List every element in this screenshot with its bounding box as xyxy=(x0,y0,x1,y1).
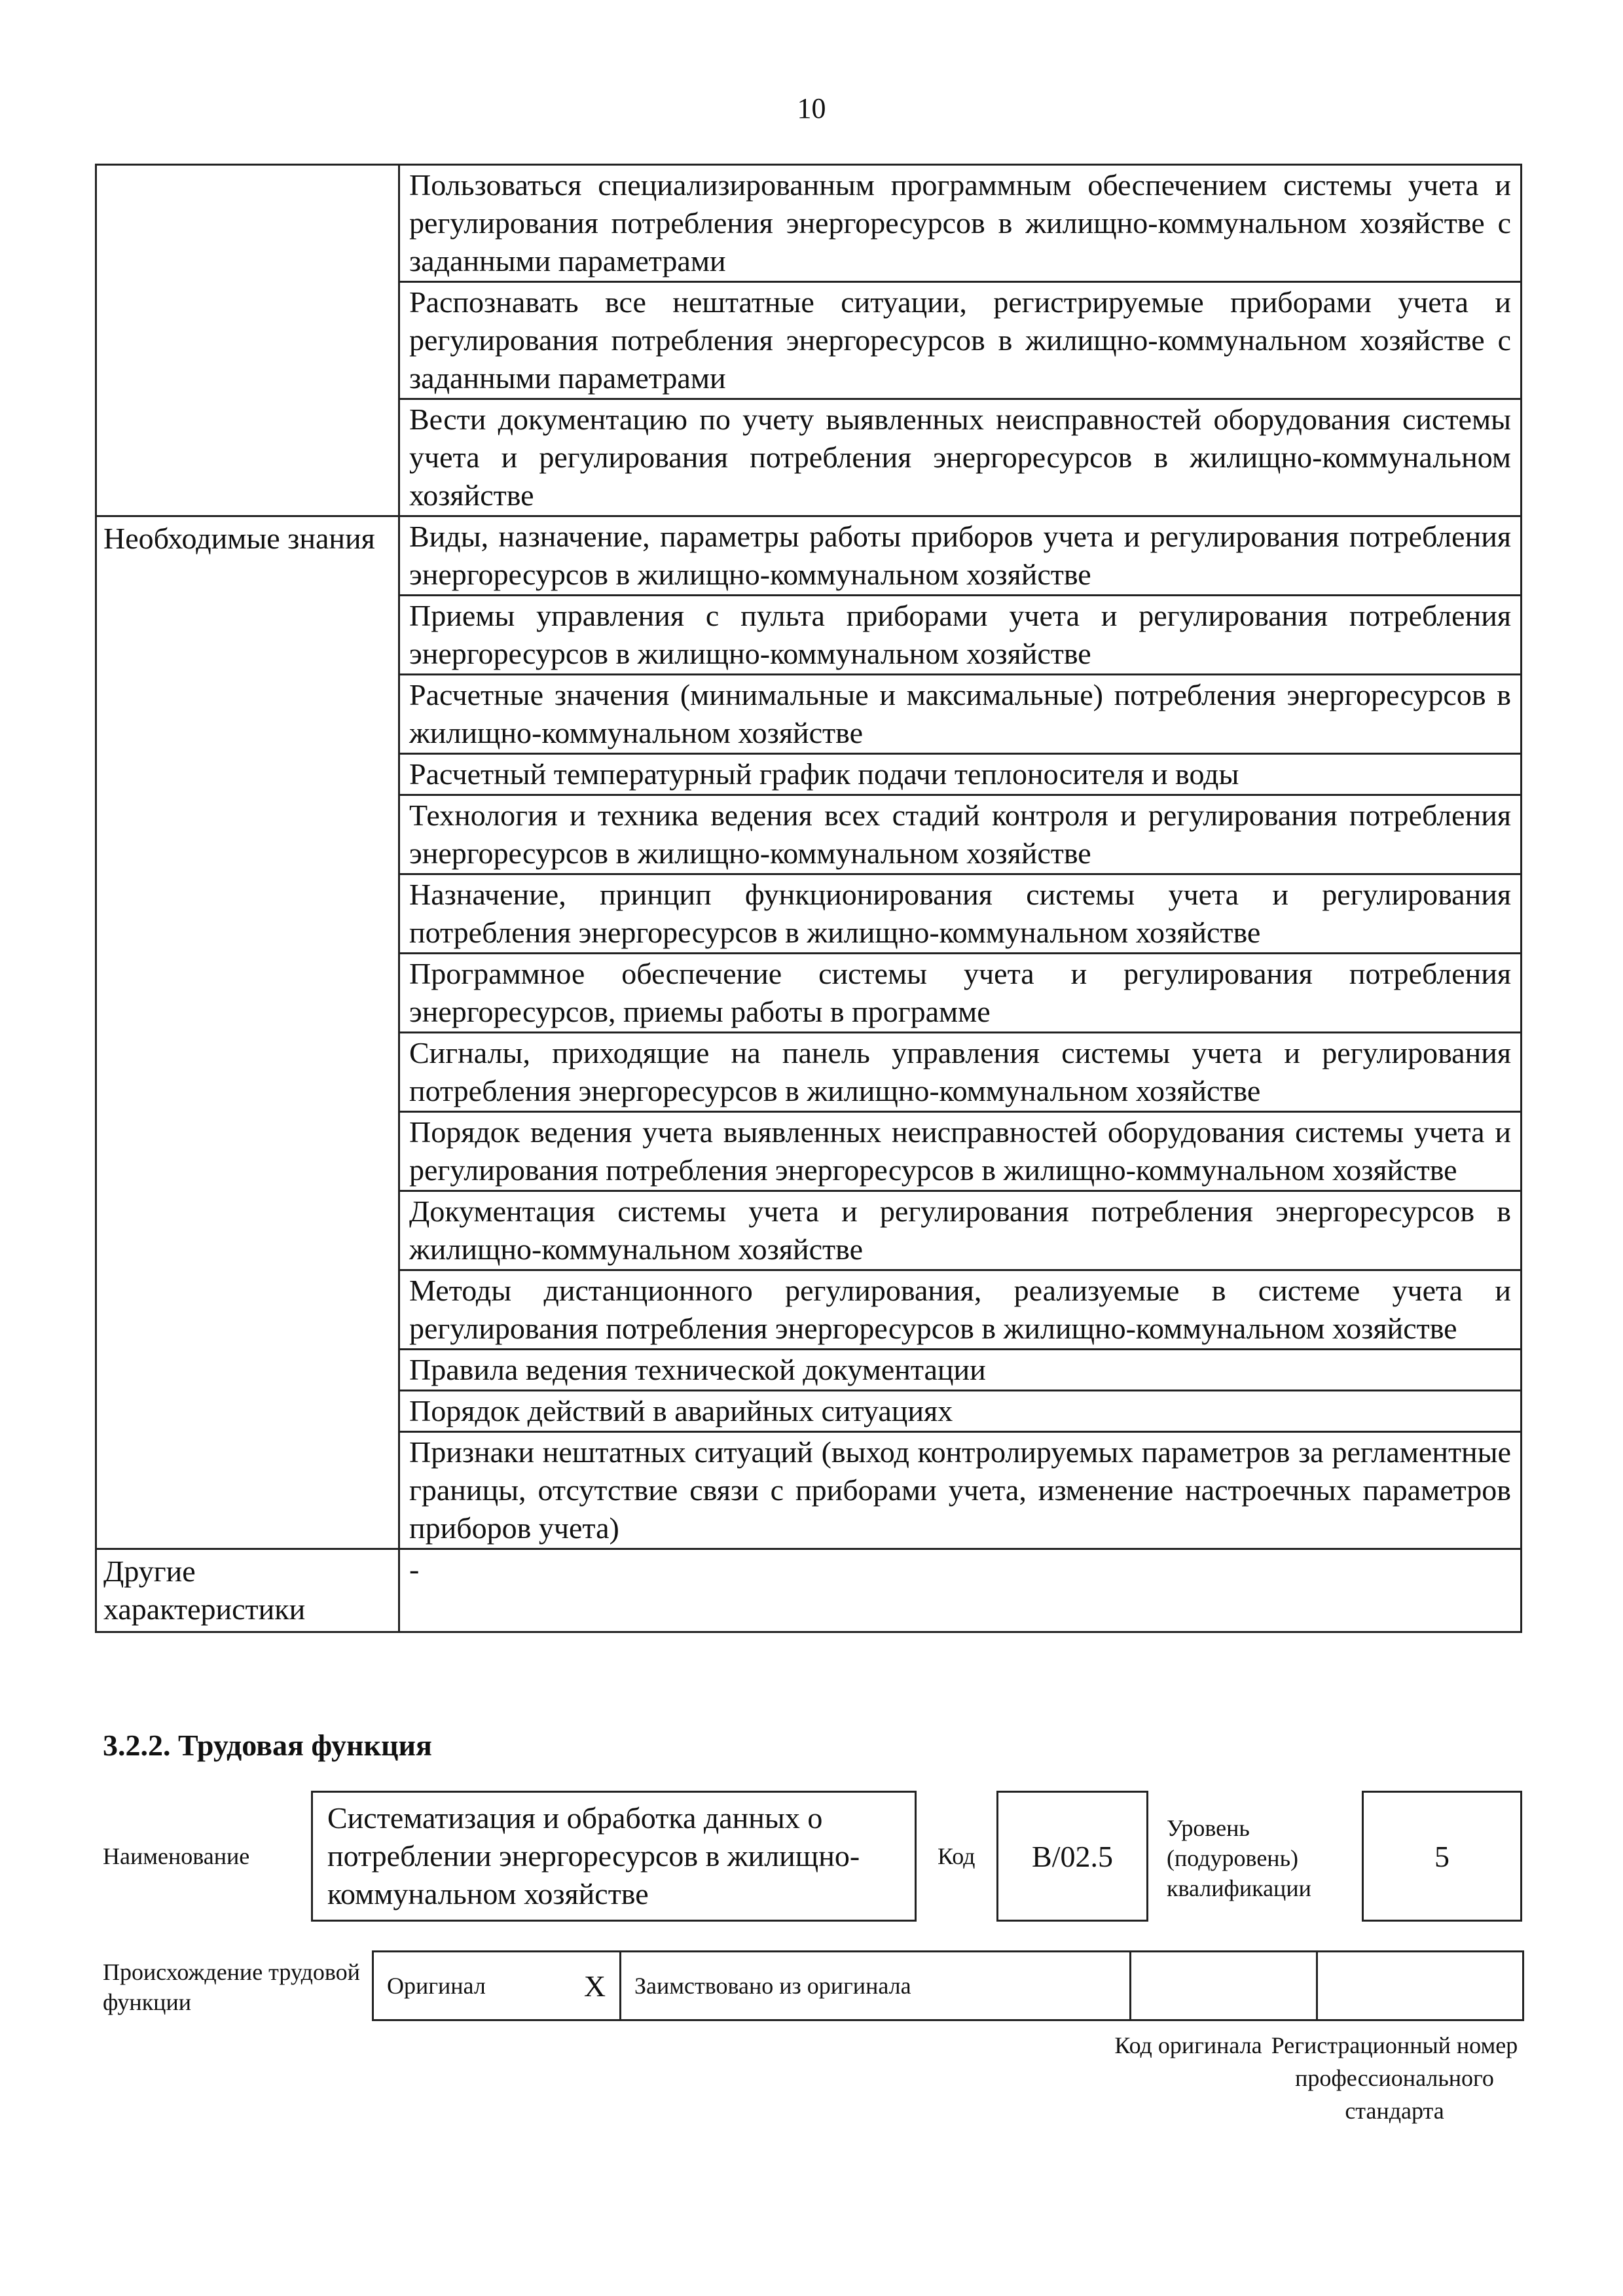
function-name-box: Систематизация и обработка данных о потреблении энергоресурсов в жилищно-коммунальном хозяйстве xyxy=(311,1791,917,1922)
page-number: 10 xyxy=(797,92,826,124)
knowledge-item: Методы дистанционного регулирования, реализуемые в системе учета и регулирования потребления энергоресурсов в жилищно-коммунальном хозяйстве xyxy=(399,1270,1522,1350)
knowledge-item: Расчетные значения (минимальные и максимальные) потребления энергоресурсов в жилищно-коммунальном хозяйстве xyxy=(399,675,1522,754)
knowledge-item: Документация системы учета и регулирования потребления энергоресурсов в жилищно-коммунальном хозяйстве xyxy=(399,1191,1522,1270)
knowledge-label: Необходимые знания xyxy=(96,516,399,1549)
original-code-cell xyxy=(1131,1952,1317,2020)
knowledge-item: Порядок действий в аварийных ситуациях xyxy=(399,1391,1522,1432)
knowledge-item: Порядок ведения учета выявленных неисправностей оборудования системы учета и регулирования потребления энергоресурсов в жилищно-коммунальном хозяйстве xyxy=(399,1112,1522,1191)
origin-table xyxy=(372,1950,1524,2021)
origin-label: Происхождение трудовой функции xyxy=(103,1959,360,2015)
table-row xyxy=(96,282,1522,399)
level-label: Уровень (подуровень) квалификации xyxy=(1167,1815,1311,1901)
knowledge-item: Технология и техника ведения всех стадий контроля и регулирования потребления энергоресурсов в жилищно-коммунальном хозяйстве xyxy=(399,795,1522,874)
table-row xyxy=(96,1549,1522,1632)
skills-knowledge-table xyxy=(95,164,1522,1633)
skill-item: Распознавать все нештатные ситуации, регистрируемые приборами учета и регулирования потребления энергоресурсов в жилищно-коммунальном хозяйстве с заданными параметрами xyxy=(399,282,1522,399)
level-value: 5 xyxy=(1362,1791,1522,1922)
section-title: 3.2.2. Трудовая функция xyxy=(103,1729,432,1762)
table-row xyxy=(96,399,1522,516)
knowledge-item: Виды, назначение, параметры работы приборов учета и регулирования потребления энергоресурсов в жилищно-коммунальном хозяйстве xyxy=(399,516,1522,596)
registration-number-caption: Регистрационный номер профессионального стандарта xyxy=(1271,2032,1518,2124)
registration-number-cell xyxy=(1317,1952,1523,2020)
skill-item: Вести документацию по учету выявленных неисправностей оборудования системы учета и регулирования потребления энергоресурсов в жилищно-коммунальном хозяйстве xyxy=(399,399,1522,516)
knowledge-item: Расчетный температурный график подачи теплоносителя и воды xyxy=(399,754,1522,795)
skill-item: Пользоваться специализированным программным обеспечением системы учета и регулирования потребления энергоресурсов в жилищно-коммунальном хозяйстве с заданными параметрами xyxy=(399,165,1522,282)
origin-borrowed: Заимствовано из оригинала xyxy=(621,1952,1131,2020)
knowledge-item: Назначение, принцип функционирования системы учета и регулирования потребления энергоресурсов в жилищно-коммунальном хозяйстве xyxy=(399,874,1522,954)
knowledge-item: Правила ведения технической документации xyxy=(399,1350,1522,1391)
table-row xyxy=(96,165,1522,282)
name-label: Наименование xyxy=(103,1843,250,1869)
table-row xyxy=(96,516,1522,596)
other-characteristics-label: Другие характеристики xyxy=(96,1549,399,1632)
knowledge-item: Программное обеспечение системы учета и регулирования потребления энергоресурсов, приемы работы в программе xyxy=(399,954,1522,1033)
code-value: B/02.5 xyxy=(996,1791,1148,1922)
knowledge-item: Признаки нештатных ситуаций (выход контролируемых параметров за регламентные границы, отсутствие связи с приборами учета, изменение настроечных параметров приборов учета) xyxy=(399,1432,1522,1549)
knowledge-item: Сигналы, приходящие на панель управления системы учета и регулирования потребления энергоресурсов в жилищно-коммунальном хозяйстве xyxy=(399,1033,1522,1112)
code-label: Код xyxy=(938,1843,976,1869)
knowledge-item: Приемы управления с пульта приборами учета и регулирования потребления энергоресурсов в жилищно-коммунальном хозяйстве xyxy=(399,596,1522,675)
table-row xyxy=(373,1952,1523,2020)
other-characteristics-value: - xyxy=(399,1549,1522,1632)
original-code-caption: Код оригинала xyxy=(1114,2032,1262,2058)
origin-mark: X xyxy=(570,1952,621,2020)
origin-original: Оригинал xyxy=(373,1952,571,2020)
